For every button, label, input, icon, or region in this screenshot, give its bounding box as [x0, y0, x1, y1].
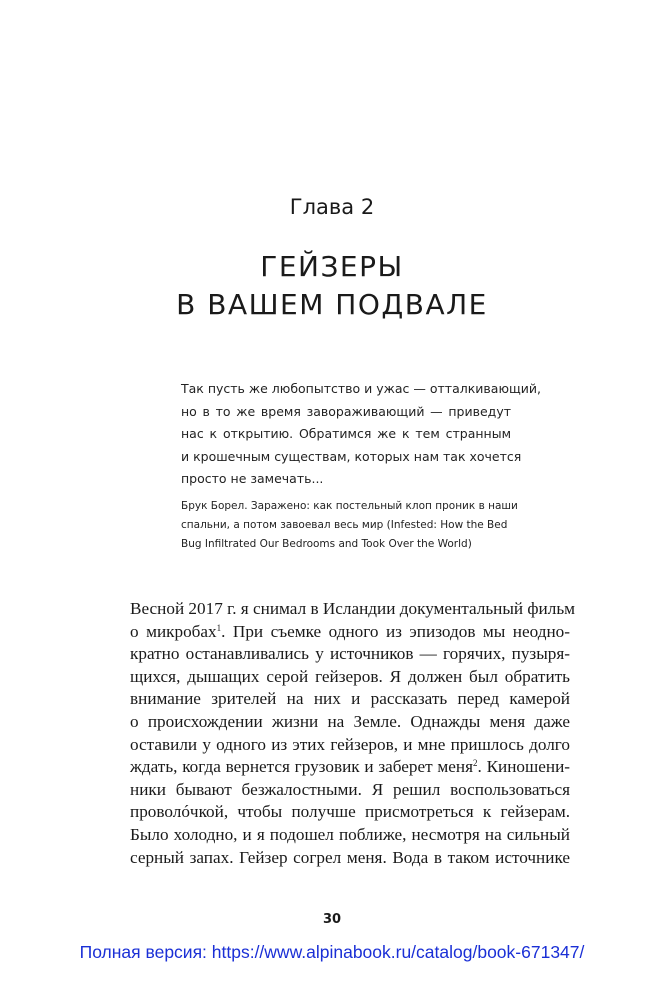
chapter-title: [0, 248, 664, 324]
attribution-line: Bug Infiltrated Our Bedrooms and Took Over the World): [181, 538, 472, 550]
epigraph-line: но в то же время завораживающий — приведут: [181, 403, 511, 419]
body-line: Весной 2017 г. я снимал в Исландии документальный фильм: [130, 599, 576, 618]
footnote-marker[interactable]: 1: [216, 622, 222, 633]
epigraph-line: и крошечным существам, которых нам так хочется: [181, 448, 522, 464]
body-line-text: . При съемке одного из эпизодов мы неодно-: [221, 621, 570, 641]
body-line: ники бывают безжалостными. Я решил воспользоваться: [130, 779, 570, 799]
attribution-line: Брук Борел. Заражено: как постельный клоп проник в наши: [181, 500, 518, 512]
chapter-title-line-2: В ВАШЕМ ПОДВАЛЕ: [176, 288, 488, 321]
body-line: кратно останавливались у источников — горячих, пузыря-: [130, 644, 570, 664]
page-number: 30: [322, 912, 342, 927]
full-version-link[interactable]: Полная версия: https://www.alpinabook.ru/catalog/book-671347/: [79, 942, 585, 962]
epigraph: [181, 378, 541, 491]
body-line: щихся, дышащих серой гейзеров. Я должен был обратить: [130, 666, 570, 686]
chapter-label: Глава 2: [289, 195, 375, 219]
body-line: оставили у одного из этих гейзеров, и мне пришлось долго: [130, 734, 570, 754]
epigraph-attribution: [181, 497, 518, 554]
body-line: [130, 621, 570, 644]
body-line: [130, 756, 570, 779]
body-text: [130, 598, 576, 869]
attribution-line: спальни, а потом завоевал весь мир (Infested: How the Bed: [181, 519, 508, 531]
body-line-text: о микробах: [130, 621, 217, 641]
body-line: внимание зрителей на них и рассказать перед камерой: [130, 689, 570, 709]
body-line-text: ждать, когда вернется грузовик и заберет меня: [130, 757, 474, 777]
chapter-title-line-1: ГЕЙЗЕРЫ: [260, 250, 404, 283]
epigraph-line: Так пусть же любопытство и ужас — отталкивающий,: [181, 381, 541, 396]
epigraph-line: нас к открытию. Обратимся же к тем странным: [181, 426, 511, 441]
footnote-marker[interactable]: 2: [473, 758, 478, 769]
body-line-text: . Киношени-: [477, 757, 571, 777]
body-line: серный запах. Гейзер согрел меня. Вода в таком источнике: [130, 847, 570, 867]
epigraph-line: просто не замечать...: [181, 471, 324, 486]
body-line: о происхождении жизни на Земле. Однажды меня даже: [130, 711, 570, 731]
body-line: проволóчкой, чтобы получше присмотреться к гейзерам.: [130, 802, 570, 822]
body-line: Было холодно, и я подошел поближе, несмотря на сильный: [130, 824, 570, 844]
